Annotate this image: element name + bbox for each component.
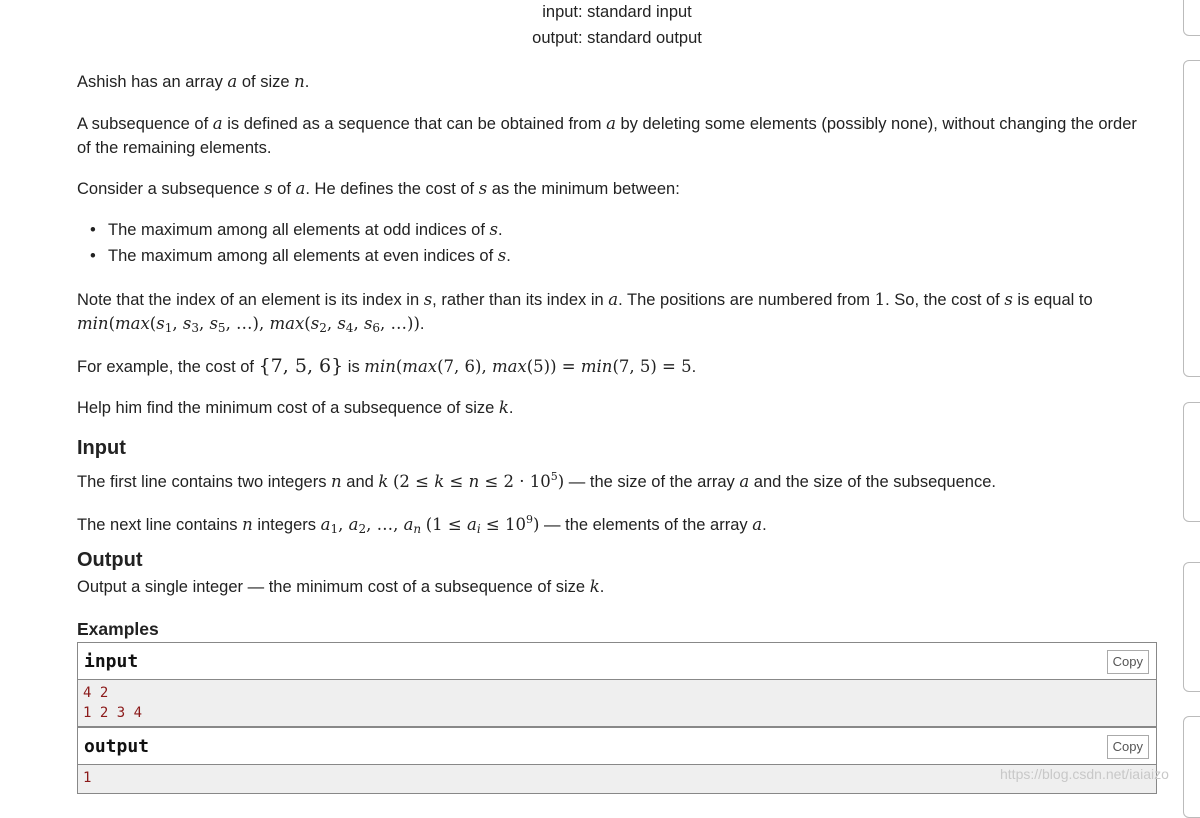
example-input-box: [77, 642, 1157, 727]
output-spec: output: standard output: [532, 29, 702, 47]
example-output-title: output: [84, 736, 150, 757]
example-input-title: input: [84, 651, 139, 672]
input-section-title: Input: [77, 437, 126, 459]
statement-paragraph-1: Ashish has an array a of size n.: [77, 72, 310, 91]
statement-paragraph-6: Help him find the minimum cost of a subsequence of size k.: [77, 398, 514, 417]
statement-paragraph-5: For example, the cost of {7, 5, 6} is min(max(7, 6), max(5)) = min(7, 5) = 5.: [77, 355, 697, 377]
output-line-1: Output a single integer — the minimum cost of a subsequence of size k.: [77, 577, 605, 596]
statement-paragraph-2: A subsequence of a is defined as a sequence that can be obtained from a by deleting some elements (possibly none), without changing the order of the remaining elements.: [77, 114, 1137, 157]
copy-input-button[interactable]: Copy: [1107, 650, 1149, 674]
sidebar-box: [1183, 0, 1200, 36]
input-spec: input: standard input: [542, 3, 692, 21]
copy-output-button[interactable]: Copy: [1107, 735, 1149, 759]
example-input-line: 1 2 3 4: [83, 705, 143, 721]
input-line-1: The first line contains two integers n and k $(2 \le k \le n \le 2 \cdot 10^5)$ — the size of the array a and the size of the subsequence.: [77, 470, 996, 491]
watermark: https://blog.csdn.net/iaiaizo: [1000, 766, 1169, 782]
example-output-line: 1: [83, 770, 92, 786]
output-section-title: Output: [77, 549, 143, 571]
sidebar-box: [1183, 402, 1200, 522]
example-output-box: [77, 727, 1157, 794]
example-output-header: [78, 728, 1156, 765]
bullet-odd: • The maximum among all elements at odd indices of s.: [90, 220, 503, 239]
sidebar-box: [1183, 562, 1200, 692]
example-input-content: [78, 680, 1156, 726]
input-line-2: The next line contains n integers $a_1$, $a_2$, …, $a_n$ $(1 \le a_i \le 10^9)$ — the elements of the array a.: [77, 513, 767, 536]
example-input-line: 4 2: [83, 685, 109, 701]
example-input-header: [78, 643, 1156, 680]
sidebar-box: [1183, 716, 1200, 818]
statement-paragraph-3: Consider a subsequence s of a. He defines the cost of s as the minimum between:: [77, 179, 680, 198]
example-output-content: [78, 765, 1156, 793]
statement-paragraph-4: Note that the index of an element is its index in s, rather than its index in a. The positions are numbered from 1. So, the cost of s is equal to $\min(\max(s_1$, $s_3$, $s_5$, …), $\max(s_2$, $s_4$, $s_6$, …)).: [77, 290, 1093, 335]
examples-title: Examples: [77, 619, 159, 639]
bullet-even: • The maximum among all elements at even indices of s.: [90, 246, 511, 265]
sidebar-box: [1183, 60, 1200, 377]
right-sidebar-edge: [1183, 0, 1200, 795]
